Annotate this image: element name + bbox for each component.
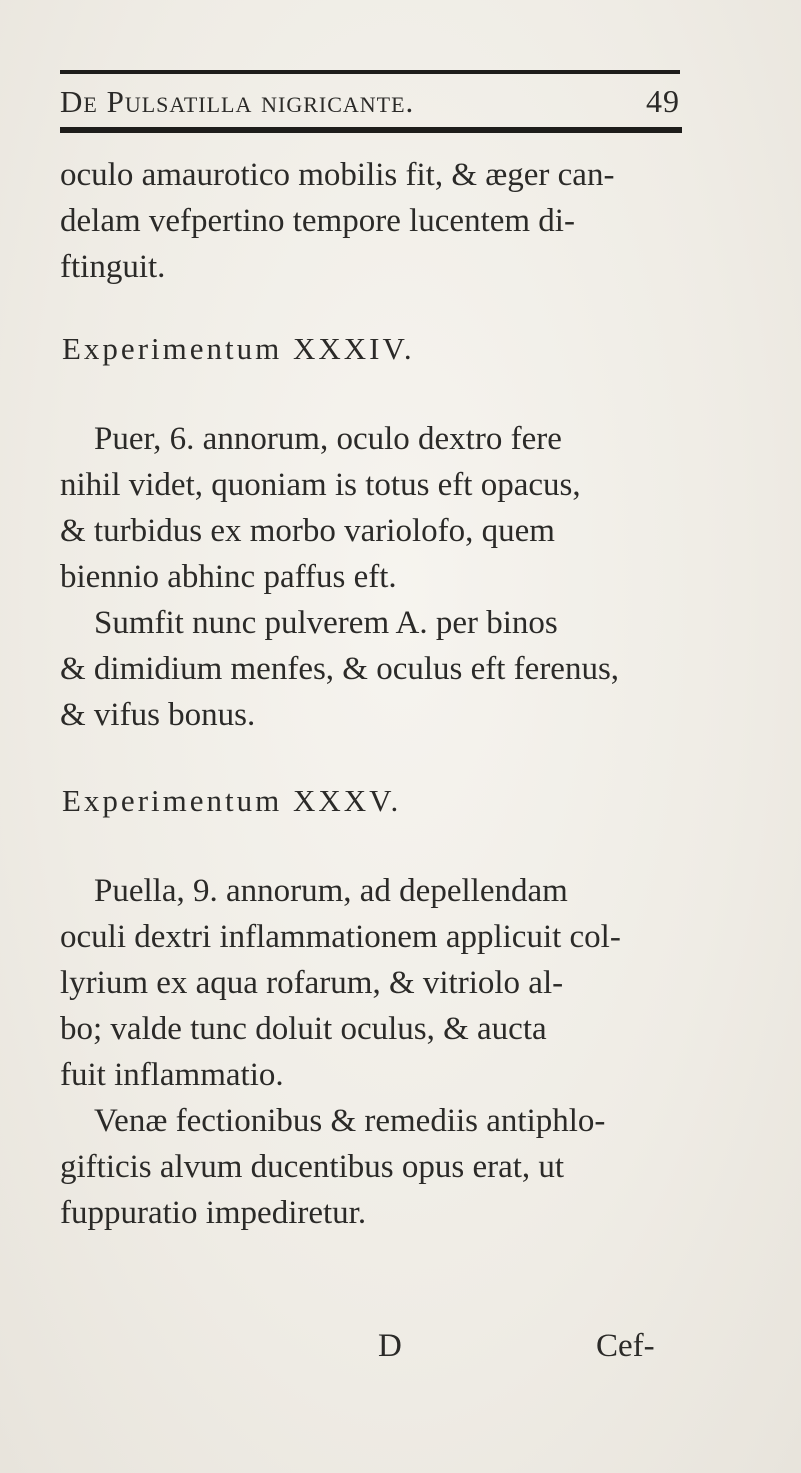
running-head (60, 78, 680, 124)
text-line: Sumfit nunc pulverem A. per binos (94, 605, 558, 641)
text-line: bo; valde tunc doluit oculus, & aucta (60, 1011, 547, 1047)
text-line: & vifus bonus. (60, 697, 256, 733)
text-line: fuit inflammatio. (60, 1057, 284, 1093)
text-line: lyrium ex aqua rofarum, & vitriolo al- (60, 965, 564, 1001)
text-line: & turbidus ex morbo variolofo, quem (60, 513, 555, 549)
page-number: 49 (646, 83, 680, 119)
catchword: Cef- (596, 1328, 655, 1364)
text-line: delam vefpertino tempore lucentem di- (60, 203, 575, 239)
paragraph-continuation (60, 152, 684, 290)
text-line: Puella, 9. annorum, ad depellendam (94, 873, 568, 909)
header-rule-bottom (60, 127, 682, 133)
text-line: ftinguit. (60, 249, 166, 285)
running-title: De Pulsatilla nigricante. (60, 84, 415, 119)
section-heading-34: Experimentum XXXIV. (62, 331, 415, 366)
text-line: fuppuratio impediretur. (60, 1195, 367, 1231)
paragraph-experiment-34-result (60, 600, 684, 738)
signature-mark: D (378, 1328, 402, 1364)
paragraph-experiment-35 (60, 868, 684, 1098)
text-line: biennio abhinc paffus eft. (60, 559, 397, 595)
text-line: & dimidium menfes, & oculus eft ferenus, (60, 651, 620, 687)
text-line: oculo amaurotico mobilis fit, & æger can- (60, 157, 615, 193)
text-line: gifticis alvum ducentibus opus erat, ut (60, 1149, 565, 1185)
section-heading-35: Experimentum XXXV. (62, 783, 402, 818)
text-line: oculi dextri inflammationem applicuit col- (60, 919, 621, 955)
paragraph-experiment-34 (60, 416, 684, 600)
header-rule-top (60, 70, 680, 74)
text-line: Venæ fectionibus & remediis antiphlo- (94, 1103, 606, 1139)
paragraph-experiment-35-treatment (60, 1098, 684, 1236)
text-line: nihil videt, quoniam is totus eft opacus, (60, 467, 581, 503)
text-line: Puer, 6. annorum, oculo dextro fere (94, 421, 562, 457)
